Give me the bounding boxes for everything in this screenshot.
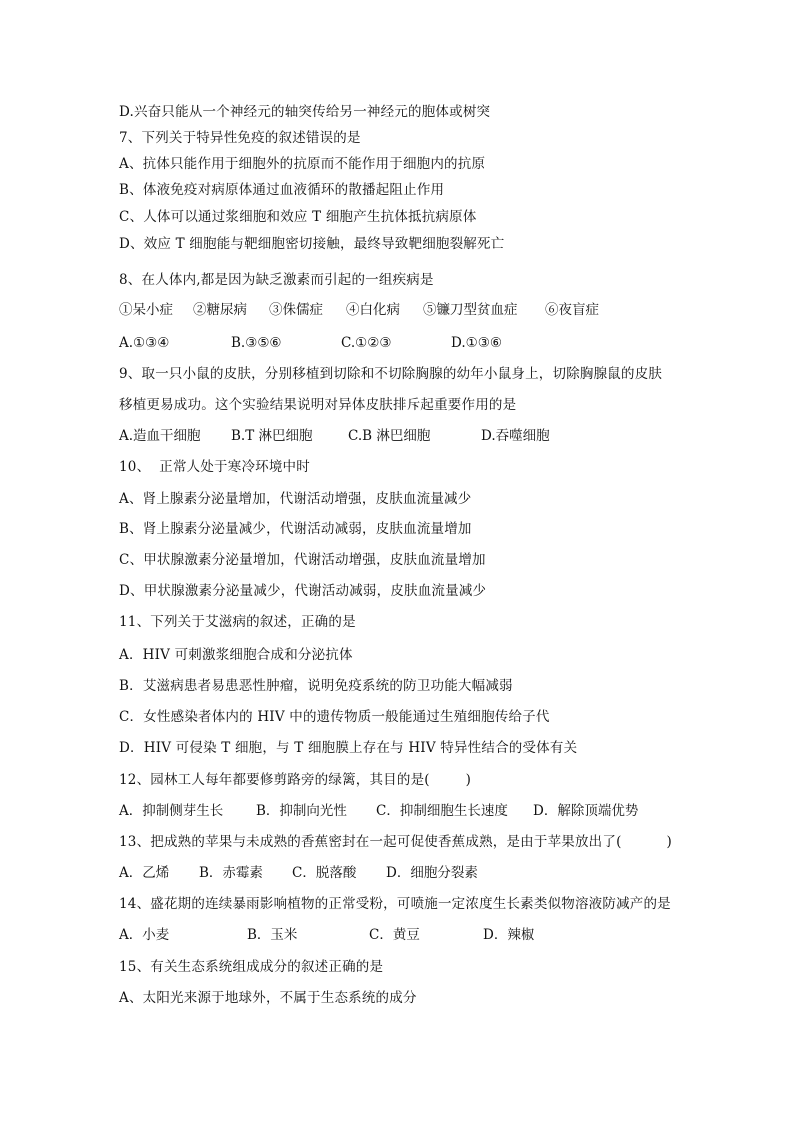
q7-option-a: A、抗体只能作用于细胞外的抗原而不能作用于细胞内的抗原	[119, 156, 486, 172]
q14-option: D．辣椒	[483, 927, 535, 943]
q8-option: D.①③⑥	[451, 335, 502, 351]
q14-option: B．玉米	[247, 927, 298, 943]
q13-option: D．细胞分裂素	[386, 865, 478, 881]
q7-option-d: D、效应 T 细胞能与靶细胞密切接触，最终导致靶细胞裂解死亡	[119, 236, 505, 252]
q15-option-a: A、太阳光来源于地球外，不属于生态系统的成分	[119, 990, 417, 1006]
q7-option-b: B、体液免疫对病原体通过血液循环的散播起阻止作用	[119, 182, 445, 198]
q15-stem: 15、有关生态系统组成成分的叙述正确的是	[119, 959, 384, 975]
q7-option-c: C、人体可以通过浆细胞和效应 T 细胞产生抗体抵抗病原体	[119, 209, 477, 225]
q12-option: A．抑制侧芽生长	[119, 803, 224, 819]
q12-option: D．解除顶端优势	[533, 803, 639, 819]
q9-option: C.B 淋巴细胞	[348, 428, 431, 444]
q11-option-a: A．HIV 可刺激浆细胞合成和分泌抗体	[119, 647, 353, 663]
q8-disease-item: ④白化病	[346, 302, 400, 318]
q11-stem: 11、下列关于艾滋病的叙述，正确的是	[119, 614, 356, 630]
q12-stem: 12、园林工人每年都要修剪路旁的绿篱，其目的是( )	[119, 772, 472, 788]
q10-option-a: A、肾上腺素分泌量增加，代谢活动增强，皮肤血流量减少	[119, 491, 472, 507]
q12-option: B．抑制向光性	[256, 803, 347, 819]
q9-stem-line1: 9、取一只小鼠的皮肤，分别移植到切除和不切除胸腺的幼年小鼠身上，切除胸腺鼠的皮肤	[119, 366, 663, 382]
q10-option-d: D、甲状腺激素分泌量减少，代谢活动减弱，皮肤血流量减少	[119, 583, 487, 599]
q11-option-b: B．艾滋病患者易患恶性肿瘤，说明免疫系统的防卫功能大幅减弱	[119, 678, 513, 694]
q8-stem: 8、在人体内,都是因为缺乏激素而引起的一组疾病是	[119, 272, 434, 288]
q13-option: A．乙烯	[119, 865, 170, 881]
q8-option: A.①③④	[119, 335, 170, 351]
q9-stem-line2: 移植更易成功。这个实验结果说明对异体皮肤排斥起重要作用的是	[119, 397, 517, 413]
q8-disease-item: ②糖尿病	[193, 302, 247, 318]
q11-option-c: C．女性感染者体内的 HIV 中的遗传物质一般能通过生殖细胞传给子代	[119, 709, 550, 725]
q8-disease-item: ⑥夜盲症	[545, 302, 599, 318]
q10-option-c: C、甲状腺激素分泌量增加，代谢活动增强，皮肤血流量增加	[119, 552, 486, 568]
q12-option: C．抑制细胞生长速度	[376, 803, 508, 819]
q9-option: B.T 淋巴细胞	[231, 428, 313, 444]
q10-option-b: B、肾上腺素分泌量减少，代谢活动减弱，皮肤血流量增加	[119, 521, 472, 537]
q8-disease-item: ③侏儒症	[269, 302, 323, 318]
q9-option: A.造血干细胞	[119, 428, 201, 444]
q14-stem: 14、盛花期的连续暴雨影响植物的正常受粉，可喷施一定浓度生长素类似物溶液防减产的是	[119, 896, 671, 912]
q8-disease-item: ⑤镰刀型贫血症	[423, 302, 518, 318]
q7-stem: 7、下列关于特异性免疫的叙述错误的是	[119, 130, 361, 146]
q13-option: B．赤霉素	[199, 865, 263, 881]
q13-stem: 13、把成熟的苹果与未成熟的香蕉密封在一起可促使香蕉成熟，是由于苹果放出了( )	[119, 834, 672, 850]
q8-option: C.①②③	[341, 335, 392, 351]
q14-option: A．小麦	[119, 927, 170, 943]
q10-stem: 10、 正常人处于寒冷环境中时	[119, 459, 310, 475]
q9-option: D.吞噬细胞	[481, 428, 550, 444]
q14-option: C．黄豆	[369, 927, 420, 943]
q6-option-d: D.兴奋只能从一个神经元的轴突传给另一神经元的胞体或树突	[119, 104, 491, 120]
q11-option-d: D．HIV 可侵染 T 细胞，与 T 细胞膜上存在与 HIV 特异性结合的受体有关	[119, 740, 578, 756]
q8-disease-item: ①呆小症	[119, 302, 173, 318]
q13-option: C．脱落酸	[292, 865, 357, 881]
q8-option: B.③⑤⑥	[231, 335, 282, 351]
